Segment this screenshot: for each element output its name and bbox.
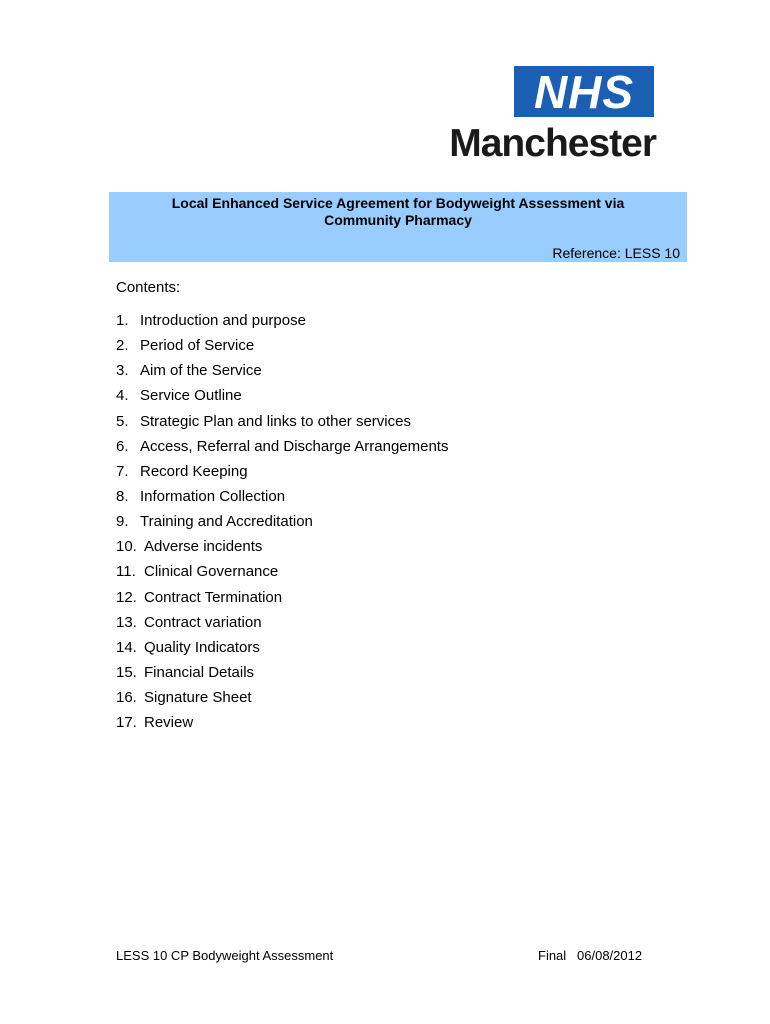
toc-item-number: 3. xyxy=(116,362,129,380)
toc-item-number: 7. xyxy=(116,462,129,480)
toc-item xyxy=(116,362,448,387)
toc-item-number: 2. xyxy=(116,337,129,355)
document-title-line-1: Local Enhanced Service Agreement for Bodyweight Assessment via xyxy=(171,195,625,211)
toc-item xyxy=(116,463,448,488)
toc-item-label: Period of Service xyxy=(140,337,255,355)
toc-item-label: Training and Accreditation xyxy=(140,513,313,531)
toc-item-label: Clinical Governance xyxy=(144,563,279,581)
toc-item-label: Contract variation xyxy=(144,613,262,631)
toc-item-label: Introduction and purpose xyxy=(140,312,306,329)
toc-item xyxy=(116,387,448,412)
toc-item-label: Service Outline xyxy=(140,387,242,405)
toc-item xyxy=(116,639,448,664)
toc-item-number: 5. xyxy=(116,412,129,430)
toc-item xyxy=(116,714,448,739)
toc-item-number: 4. xyxy=(116,387,129,405)
toc-item-label: Strategic Plan and links to other services xyxy=(140,412,411,430)
document-title-line-2: Community Pharmacy xyxy=(324,212,472,228)
toc-item-number: 8. xyxy=(116,487,129,505)
toc-item-label: Aim of the Service xyxy=(140,362,262,380)
toc-item-number: 16. xyxy=(116,689,137,707)
toc-item-number: 12. xyxy=(116,588,137,606)
toc-item-label: Review xyxy=(144,714,194,732)
document-header-band xyxy=(109,192,687,262)
toc-item xyxy=(116,488,448,513)
toc-item-label: Quality Indicators xyxy=(144,638,260,656)
toc-item-number: 14. xyxy=(116,638,137,656)
toc-item-number: 11. xyxy=(116,563,136,581)
document-title xyxy=(109,195,687,229)
toc-item-number: 9. xyxy=(116,513,129,531)
toc-item-label: Information Collection xyxy=(140,487,286,505)
nhs-logo-text: NHS xyxy=(533,65,635,118)
footer-document-name: LESS 10 CP Bodyweight Assessment xyxy=(116,948,334,963)
toc-item-number: 10. xyxy=(116,538,137,556)
toc-item xyxy=(116,538,448,563)
toc-item-label: Record Keeping xyxy=(140,462,248,480)
toc-item xyxy=(116,614,448,639)
toc-item xyxy=(116,438,448,463)
toc-item xyxy=(116,337,448,362)
toc-item xyxy=(116,689,448,714)
contents-heading: Contents: xyxy=(116,279,181,296)
toc-item-label: Signature Sheet xyxy=(144,689,252,707)
toc-item xyxy=(116,664,448,689)
footer-version-date: Final 06/08/2012 xyxy=(538,948,643,963)
toc-item xyxy=(116,413,448,438)
toc-item-label: Adverse incidents xyxy=(144,538,263,556)
toc-item-label: Financial Details xyxy=(144,663,255,681)
toc-item-number: 17. xyxy=(116,714,137,732)
toc-item-label: Access, Referral and Discharge Arrangements xyxy=(140,437,449,455)
document-reference: Reference: LESS 10 xyxy=(552,245,680,261)
toc-item xyxy=(116,589,448,614)
toc-item-label: Contract Termination xyxy=(144,588,283,606)
table-of-contents xyxy=(116,312,448,739)
toc-item xyxy=(116,563,448,588)
toc-item-number: 6. xyxy=(116,437,129,455)
organisation-name: Manchester xyxy=(449,122,656,165)
toc-item xyxy=(116,312,448,337)
toc-item-number: 13. xyxy=(116,613,137,631)
nhs-logo-badge xyxy=(514,66,654,117)
toc-item-number: 1. xyxy=(116,312,129,329)
toc-item-number: 15. xyxy=(116,663,137,681)
toc-item xyxy=(116,513,448,538)
